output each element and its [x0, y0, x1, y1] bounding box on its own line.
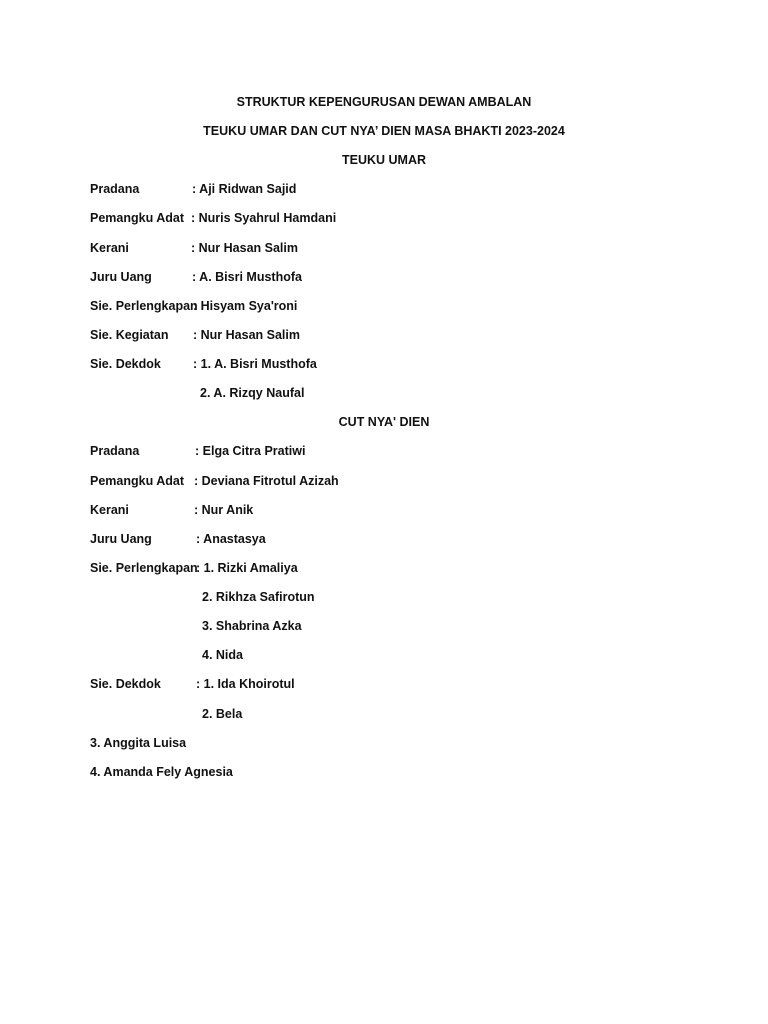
row-value-continued: 2. Rikhza Safirotun: [202, 590, 315, 604]
row-label: Sie. Kegiatan: [90, 328, 169, 342]
row-label: Sie. Perlengkapan: [90, 299, 198, 313]
row-value-continued: 3. Shabrina Azka: [202, 619, 302, 633]
row-label: Pradana: [90, 182, 140, 196]
row-label: Sie. Dekdok: [90, 677, 161, 691]
row-value-continued: 4. Nida: [202, 648, 243, 662]
row-value: : Deviana Fitrotul Azizah: [194, 474, 339, 488]
row-label: Pradana: [90, 444, 140, 458]
row-value: : 1. Rizki Amaliya: [196, 561, 298, 575]
row-label: Kerani: [90, 241, 129, 255]
row-label: Pemangku Adat: [90, 211, 185, 225]
row-value: : Anastasya: [196, 532, 266, 546]
row-label: Juru Uang: [90, 270, 152, 284]
row-value: : Aji Ridwan Sajid: [192, 182, 297, 196]
row-value: : Nur Anik: [194, 503, 254, 517]
row-value: : 1. Ida Khoirotul: [196, 677, 295, 691]
row-value: : Nur Hasan Salim: [193, 328, 300, 342]
row-value-continued: 2. A. Rizqy Naufal: [200, 386, 305, 400]
row-value: : Nuris Syahrul Hamdani: [191, 211, 337, 225]
list-item: 4. Amanda Fely Agnesia: [90, 765, 233, 779]
list-item: 3. Anggita Luisa: [90, 736, 187, 750]
row-value-continued: 2. Bela: [202, 707, 243, 721]
row-value: : 1. A. Bisri Musthofa: [193, 357, 317, 371]
document-title: STRUKTUR KEPENGURUSAN DEWAN AMBALAN: [236, 95, 532, 109]
row-label: Sie. Perlengkapan: [90, 561, 198, 575]
row-label: Sie. Dekdok: [90, 357, 161, 371]
row-label: Juru Uang: [90, 532, 152, 546]
row-value: : A. Bisri Musthofa: [192, 270, 302, 284]
row-value: : Hisyam Sya'roni: [193, 299, 298, 313]
section-title-teuku-umar: TEUKU UMAR: [341, 153, 427, 167]
row-value: : Nur Hasan Salim: [191, 241, 298, 255]
row-label: Kerani: [90, 503, 129, 517]
document-subtitle: TEUKU UMAR DAN CUT NYA’ DIEN MASA BHAKTI 2023-2024: [203, 124, 565, 138]
row-label: Pemangku Adat: [90, 474, 185, 488]
section-title-cut-nya-dien: CUT NYA' DIEN: [338, 415, 430, 429]
row-value: : Elga Citra Pratiwi: [195, 444, 306, 458]
